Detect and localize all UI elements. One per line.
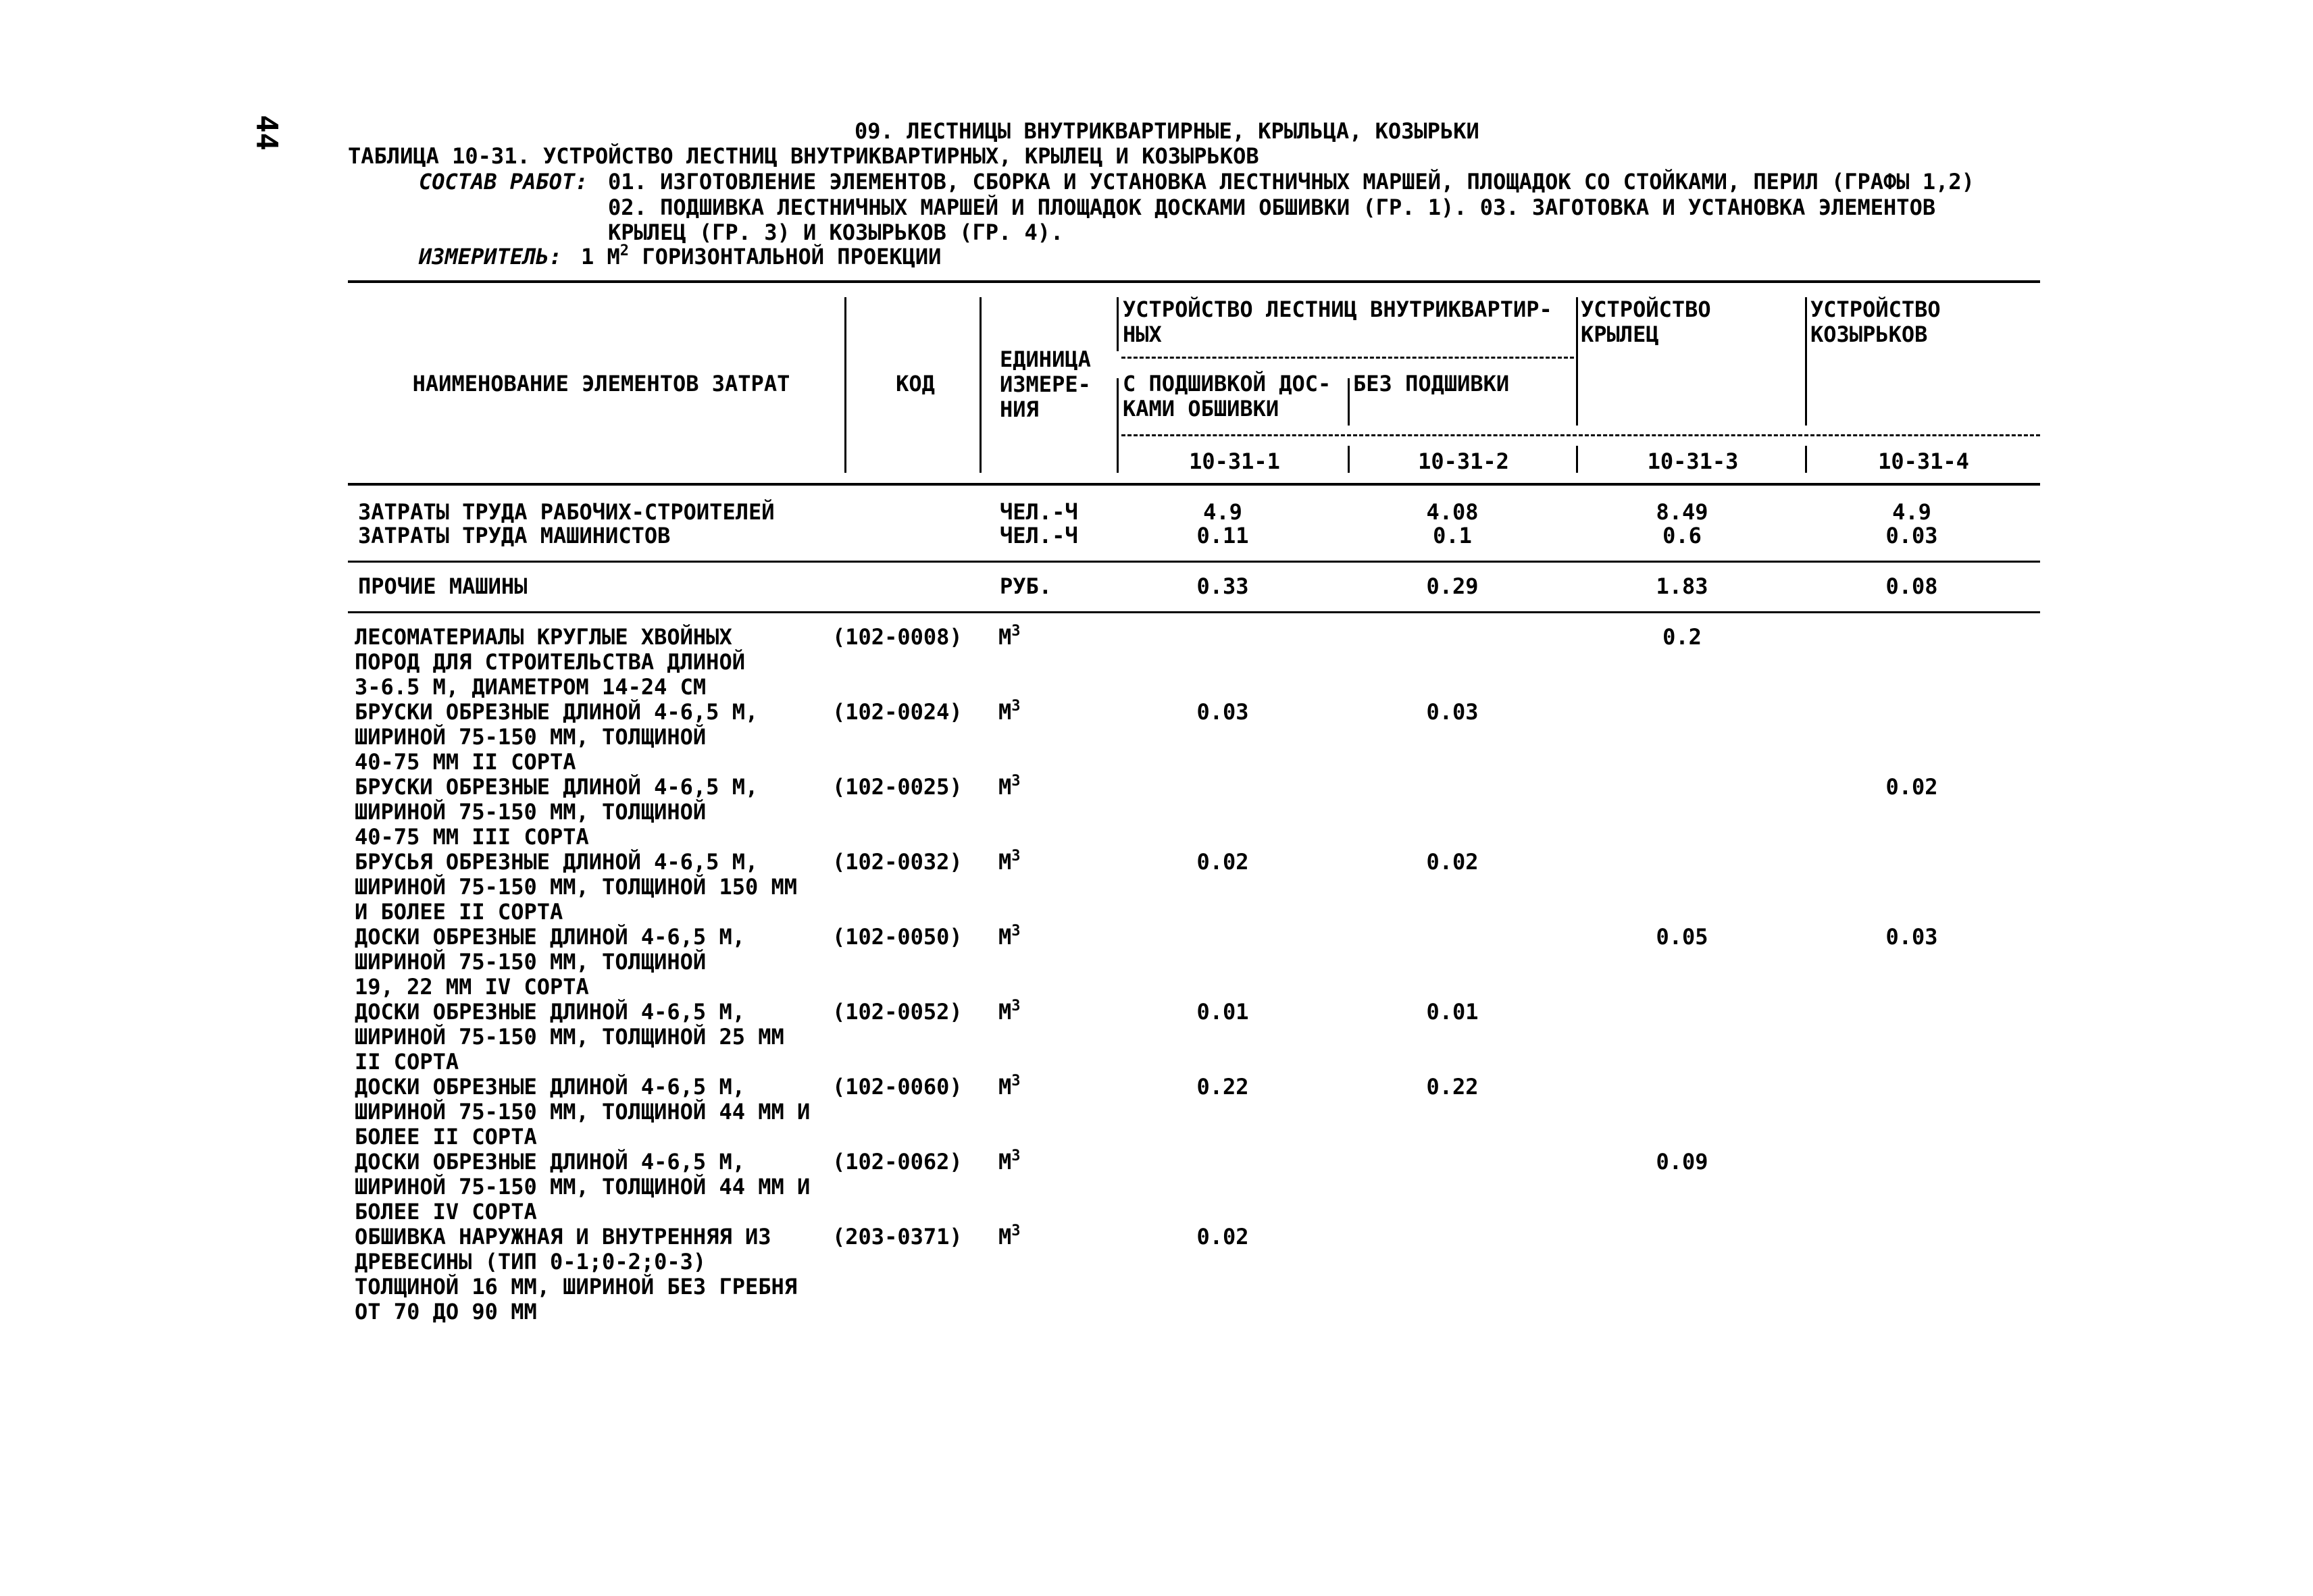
work-line-3: КРЫЛЕЦ (ГР. 3) И КОЗЫРЬКОВ (ГР. 4). bbox=[608, 220, 1064, 245]
header-bottom-rule bbox=[348, 483, 2040, 486]
col-divider-canopy-2 bbox=[1805, 446, 1807, 473]
work-label: СОСТАВ РАБОТ: bbox=[419, 169, 588, 195]
header-group-canopy: УСТРОЙСТВО КОЗЫРЬКОВ bbox=[1810, 297, 1941, 347]
material-name: БРУСКИ ОБРЕЗНЫЕ ДЛИНОЙ 4-6,5 М, ШИРИНОЙ 75-150 ММ, ТОЛЩИНОЙ 40-75 ММ II СОРТА bbox=[355, 699, 759, 775]
material-code: (102-0052) bbox=[832, 999, 963, 1025]
header-code: КОД bbox=[896, 371, 935, 396]
row-unit: ЧЕЛ.-Ч bbox=[1000, 499, 1078, 525]
row-v3: 0.6 bbox=[1662, 523, 1702, 548]
material-value-v1: 0.02 bbox=[1196, 849, 1249, 875]
row-v4: 4.9 bbox=[1892, 499, 1931, 525]
header-unit: ЕДИНИЦА ИЗМЕРЕ- НИЯ bbox=[1000, 346, 1091, 422]
material-code: (203-0371) bbox=[832, 1224, 963, 1250]
material-code: (102-0025) bbox=[832, 774, 963, 800]
header-group-porch: УСТРОЙСТВО КРЫЛЕЦ bbox=[1581, 297, 1711, 347]
col-divider-porch bbox=[1576, 297, 1578, 426]
material-name: ДОСКИ ОБРЕЗНЫЕ ДЛИНОЙ 4-6,5 М, ШИРИНОЙ 75-150 ММ, ТОЛЩИНОЙ 44 ММ И БОЛЕЕ IV СОРТА bbox=[355, 1149, 811, 1225]
material-value-v3: 0.09 bbox=[1656, 1149, 1708, 1175]
material-code: (102-0032) bbox=[832, 849, 963, 875]
material-unit: $М^3$ bbox=[998, 923, 1021, 950]
col-divider-unit-b bbox=[1117, 378, 1119, 473]
material-unit: $М^3$ bbox=[998, 848, 1021, 875]
row-unit: РУБ. bbox=[1000, 573, 1052, 599]
col-divider-porch-2 bbox=[1576, 446, 1578, 473]
row-v1: 0.33 bbox=[1196, 573, 1249, 599]
material-unit: $М^3$ bbox=[998, 1148, 1021, 1175]
material-name: ДОСКИ ОБРЕЗНЫЕ ДЛИНОЙ 4-6,5 М, ШИРИНОЙ 75-150 ММ, ТОЛЩИНОЙ 25 ММ II СОРТА bbox=[355, 999, 784, 1075]
row-v2: 0.1 bbox=[1433, 523, 1472, 548]
col-divider-code bbox=[980, 297, 982, 473]
measure-label: ИЗМЕРИТЕЛЬ: bbox=[419, 244, 562, 269]
material-unit: $М^3$ bbox=[998, 1222, 1021, 1250]
work-line-1: 01. ИЗГОТОВЛЕНИЕ ЭЛЕМЕНТОВ, СБОРКА И УСТАНОВКА ЛЕСТНИЧНЫХ МАРШЕЙ, ПЛОЩАДОК СО СТОЙКАМИ, ПЕРИЛ (ГРАФЫ 1,2) bbox=[608, 169, 1975, 195]
header-col4: 10-31-4 bbox=[1878, 448, 1969, 474]
material-value-v2: 0.22 bbox=[1426, 1074, 1479, 1100]
material-code: (102-0024) bbox=[832, 699, 963, 725]
section-title: 09. ЛЕСТНИЦЫ ВНУТРИКВАРТИРНЫЕ, КРЫЛЬЦА, КОЗЫРЬКИ bbox=[855, 118, 1479, 144]
material-name: ДОСКИ ОБРЕЗНЫЕ ДЛИНОЙ 4-6,5 М, ШИРИНОЙ 75-150 ММ, ТОЛЩИНОЙ 19, 22 ММ IV СОРТА bbox=[355, 924, 745, 1000]
material-code: (102-0060) bbox=[832, 1074, 963, 1100]
material-value-v3: 0.05 bbox=[1656, 924, 1708, 950]
header-col2: 10-31-2 bbox=[1418, 448, 1509, 474]
material-name: ДОСКИ ОБРЕЗНЫЕ ДЛИНОЙ 4-6,5 М, ШИРИНОЙ 75-150 ММ, ТОЛЩИНОЙ 44 ММ И БОЛЕЕ II СОРТА bbox=[355, 1074, 811, 1150]
header-sub-without: БЕЗ ПОДШИВКИ bbox=[1353, 371, 1510, 396]
material-name: ОБШИВКА НАРУЖНАЯ И ВНУТРЕННЯЯ ИЗ ДРЕВЕСИНЫ (ТИП 0-1;0-2;0-3) ТОЛЩИНОЙ 16 ММ, ШИРИНОЙ БЕЗ ГРЕБНЯ ОТ 70 ДО 90 ММ bbox=[355, 1224, 798, 1324]
row-name: ЗАТРАТЫ ТРУДА РАБОЧИХ-СТРОИТЕЛЕЙ bbox=[358, 499, 775, 525]
table-title: ТАБЛИЦА 10-31. УСТРОЙСТВО ЛЕСТНИЦ ВНУТРИКВАРТИРНЫХ, КРЫЛЕЦ И КОЗЫРЬКОВ bbox=[348, 143, 1259, 169]
material-value-v3: 0.2 bbox=[1662, 624, 1702, 650]
row-v2: 0.29 bbox=[1426, 573, 1479, 599]
rule-after-machine bbox=[348, 611, 2040, 613]
material-value-v4: 0.03 bbox=[1885, 924, 1938, 950]
header-col3: 10-31-3 bbox=[1647, 448, 1739, 474]
material-code: (102-0050) bbox=[832, 924, 963, 950]
measure-value: 1 $М^2$ ГОРИЗОНТАЛЬНОЙ ПРОЕКЦИИ bbox=[581, 242, 942, 269]
header-sub-with: С ПОДШИВКОЙ ДОС- КАМИ ОБШИВКИ bbox=[1123, 371, 1331, 421]
material-value-v2: 0.02 bbox=[1426, 849, 1479, 875]
material-value-v1: 0.03 bbox=[1196, 699, 1249, 725]
row-v3: 8.49 bbox=[1656, 499, 1708, 525]
material-unit: $М^3$ bbox=[998, 1073, 1021, 1100]
row-name: ЗАТРАТЫ ТРУДА МАШИНИСТОВ bbox=[358, 523, 671, 548]
row-v4: 0.08 bbox=[1885, 573, 1938, 599]
row-v1: 4.9 bbox=[1203, 499, 1242, 525]
rule-after-labor bbox=[348, 561, 2040, 563]
material-unit: $М^3$ bbox=[998, 698, 1021, 725]
col-divider-name bbox=[844, 297, 846, 473]
row-v4: 0.03 bbox=[1885, 523, 1938, 548]
col-divider-canopy bbox=[1805, 297, 1807, 426]
material-name: БРУСЬЯ ОБРЕЗНЫЕ ДЛИНОЙ 4-6,5 М, ШИРИНОЙ 75-150 ММ, ТОЛЩИНОЙ 150 ММ И БОЛЕЕ II СОРТА bbox=[355, 849, 798, 925]
col-divider-sub bbox=[1348, 378, 1350, 426]
header-dash-sub bbox=[1121, 357, 1574, 360]
header-dash-codes bbox=[1121, 434, 2040, 438]
page-number: 44 bbox=[249, 115, 284, 151]
material-unit: $М^3$ bbox=[998, 773, 1021, 800]
header-col1: 10-31-1 bbox=[1189, 448, 1280, 474]
material-unit: $М^3$ bbox=[998, 623, 1021, 650]
material-value-v1: 0.22 bbox=[1196, 1074, 1249, 1100]
material-unit: $М^3$ bbox=[998, 998, 1021, 1025]
material-value-v4: 0.02 bbox=[1885, 774, 1938, 800]
material-name: БРУСКИ ОБРЕЗНЫЕ ДЛИНОЙ 4-6,5 М, ШИРИНОЙ 75-150 ММ, ТОЛЩИНОЙ 40-75 ММ III СОРТА bbox=[355, 774, 759, 850]
row-name: ПРОЧИЕ МАШИНЫ bbox=[358, 573, 528, 599]
material-value-v1: 0.01 bbox=[1196, 999, 1249, 1025]
material-code: (102-0062) bbox=[832, 1149, 963, 1175]
col-divider-sub-2 bbox=[1348, 446, 1350, 473]
row-unit: ЧЕЛ.-Ч bbox=[1000, 523, 1078, 548]
row-v2: 4.08 bbox=[1426, 499, 1479, 525]
row-v1: 0.11 bbox=[1196, 523, 1249, 548]
col-divider-unit-a bbox=[1117, 297, 1119, 351]
work-line-2: 02. ПОДШИВКА ЛЕСТНИЧНЫХ МАРШЕЙ И ПЛОЩАДОК ДОСКАМИ ОБШИВКИ (ГР. 1). 03. ЗАГОТОВКА И УСТАНОВКА ЭЛЕМЕНТОВ bbox=[608, 195, 1936, 220]
material-value-v2: 0.03 bbox=[1426, 699, 1479, 725]
material-value-v1: 0.02 bbox=[1196, 1224, 1249, 1250]
header-group-stairs: УСТРОЙСТВО ЛЕСТНИЦ ВНУТРИКВАРТИР- НЫХ bbox=[1123, 297, 1552, 347]
table-top-rule bbox=[348, 280, 2040, 283]
material-name: ЛЕСОМАТЕРИАЛЫ КРУГЛЫЕ ХВОЙНЫХ ПОРОД ДЛЯ СТРОИТЕЛЬСТВА ДЛИНОЙ 3-6.5 М, ДИАМЕТРОМ 14-24 СМ bbox=[355, 624, 745, 700]
measure-sup: 2 bbox=[619, 242, 630, 259]
material-value-v2: 0.01 bbox=[1426, 999, 1479, 1025]
header-name: НАИМЕНОВАНИЕ ЭЛЕМЕНТОВ ЗАТРАТ bbox=[412, 371, 790, 396]
row-v3: 1.83 bbox=[1656, 573, 1708, 599]
material-code: (102-0008) bbox=[832, 624, 963, 650]
